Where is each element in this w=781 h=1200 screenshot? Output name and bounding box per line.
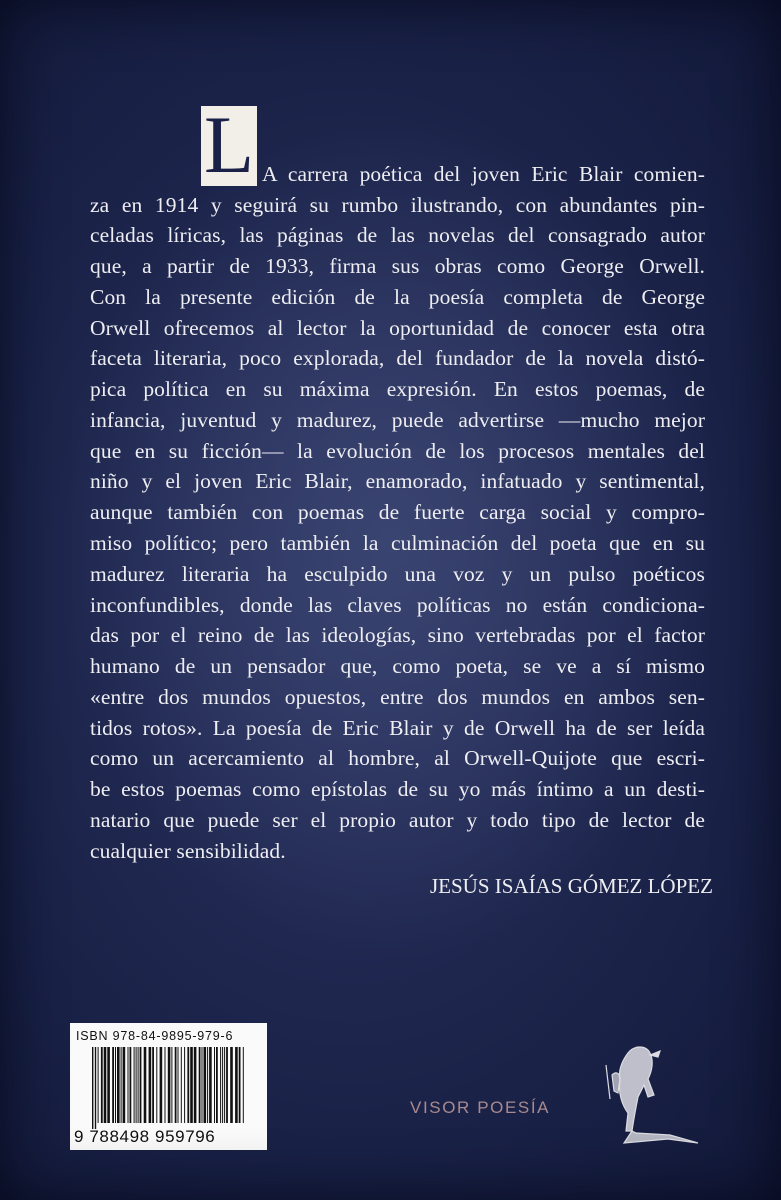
barcode-bar (123, 1047, 126, 1123)
barcode-bar (121, 1047, 122, 1123)
barcode-bar (171, 1047, 172, 1123)
barcode-bar (194, 1047, 197, 1123)
barcode-bar (202, 1047, 203, 1123)
barcode-bar (230, 1047, 233, 1123)
blurb-line: madurez literaria ha esculpido una voz y un pulso poéticos (90, 562, 705, 586)
barcode-bar (128, 1047, 129, 1123)
drop-cap: L (201, 106, 257, 186)
barcode-bar (214, 1047, 215, 1123)
barcode-bar (216, 1047, 218, 1123)
blurb-line: que en su ficción— la evolución de los procesos mentales del (90, 439, 705, 463)
barcode-bar (134, 1047, 135, 1123)
blurb-line: be estos poemas como epístolas de su yo más íntimo a un desti- (90, 777, 705, 801)
barcode-bar (112, 1047, 114, 1123)
barcode-bar (144, 1047, 147, 1123)
publisher-imprint: VISOR POESÍA (410, 1098, 551, 1117)
barcode-bar (190, 1047, 193, 1123)
blurb-line: niño y el joven Eric Blair, enamorado, infatuado y sentimental, (90, 469, 705, 493)
barcode-icon (92, 1047, 252, 1129)
barcode-bar (199, 1047, 201, 1123)
blurb-line: inconfundibles, donde las claves políticas no están condiciona- (90, 593, 705, 617)
barcode-bar (98, 1047, 99, 1123)
barcode-bar (187, 1047, 189, 1123)
barcode-bar (222, 1047, 223, 1123)
barcode-bar (136, 1047, 137, 1123)
barcode-bar (117, 1047, 120, 1123)
blurb-line: tidos rotos». La poesía de Eric Blair y de Orwell ha de ser leída (90, 716, 705, 740)
isbn-number: ISBN 978-84-9895-979-6 (76, 1029, 234, 1043)
barcode-bar (101, 1047, 103, 1123)
blurb-line: Orwell ofrecemos al lector la oportunidad de conocer esta otra (90, 316, 705, 340)
barcode-bar (168, 1047, 171, 1123)
barcode-bar (104, 1047, 107, 1123)
blurb-line: aunque también con poemas de fuerte carga social y compro- (90, 500, 705, 524)
barcode-bar (243, 1047, 244, 1123)
blurb-line: natario que puede ser el propio autor y todo tipo de lector de (90, 808, 705, 832)
blurb-line: infancia, juventud y madurez, puede advertirse —mucho mejor (90, 408, 705, 432)
blurb-line: za en 1914 y seguirá su rumbo ilustrando, con abundantes pin- (90, 193, 705, 217)
barcode-bar (156, 1047, 157, 1123)
blurb-line: humano de un pensador que, como poeta, se ve a sí mismo (90, 654, 705, 678)
barcode-bar (239, 1047, 241, 1123)
blurb-line: «entre dos mundos opuestos, entre dos mundos en ambos sen- (90, 685, 705, 709)
blurb-line: miso político; pero también la culminación del poeta que en su (90, 531, 705, 555)
barcode-bar (204, 1047, 207, 1123)
barcode-bar (138, 1047, 139, 1123)
barcode-bar (95, 1047, 96, 1129)
blurb-line: que, a partir de 1933, firma sus obras como George Orwell. (90, 254, 705, 278)
blurb-line: faceta literaria, poco explorada, del fundador de la novela distó- (90, 346, 705, 370)
barcode-label (70, 1023, 267, 1150)
blurb-line: das por el reino de las ideologías, sino vertebradas por el factor (90, 623, 705, 647)
barcode-bar (107, 1047, 110, 1123)
blurb-line: Con la presente edición de la poesía completa de George (90, 285, 705, 309)
barcode-bar (152, 1047, 154, 1123)
barcode-bar (175, 1047, 177, 1123)
barcode-bar (140, 1047, 142, 1123)
blurb-author: JESÚS ISAÍAS GÓMEZ LÓPEZ (430, 874, 713, 898)
blurb-line: celadas líricas, las páginas de las novelas del consagrado autor (90, 223, 705, 247)
barcode-bar (209, 1047, 212, 1123)
barcode-bar (226, 1047, 228, 1123)
barcode-bar (165, 1047, 166, 1123)
barcode-bar (178, 1047, 179, 1123)
blurb-line: como un acercamiento al hombre, al Orwell-Quijote que escri- (90, 746, 705, 770)
barcode-bar (160, 1047, 163, 1123)
barcode-digits: 9 788498 959796 (74, 1127, 216, 1146)
barcode-bar (220, 1047, 221, 1123)
barcode-bar (235, 1047, 238, 1123)
barcode-bar (184, 1047, 185, 1123)
blurb-line: A carrera poética del joven Eric Blair comien- (262, 162, 705, 186)
barcode-bar (130, 1047, 132, 1123)
barcode-bar (181, 1047, 182, 1123)
blurb-line: cualquier sensibilidad. (90, 839, 286, 863)
barcode-bar (224, 1047, 225, 1123)
barcode-bar (207, 1047, 208, 1123)
barcode-bar (92, 1047, 93, 1129)
barcode-bar (115, 1047, 116, 1123)
blurb-line: pica política en su máxima expresión. En estos poemas, de (90, 377, 705, 401)
barcode-bar (149, 1047, 152, 1123)
quijote-figure-icon (598, 1035, 718, 1155)
